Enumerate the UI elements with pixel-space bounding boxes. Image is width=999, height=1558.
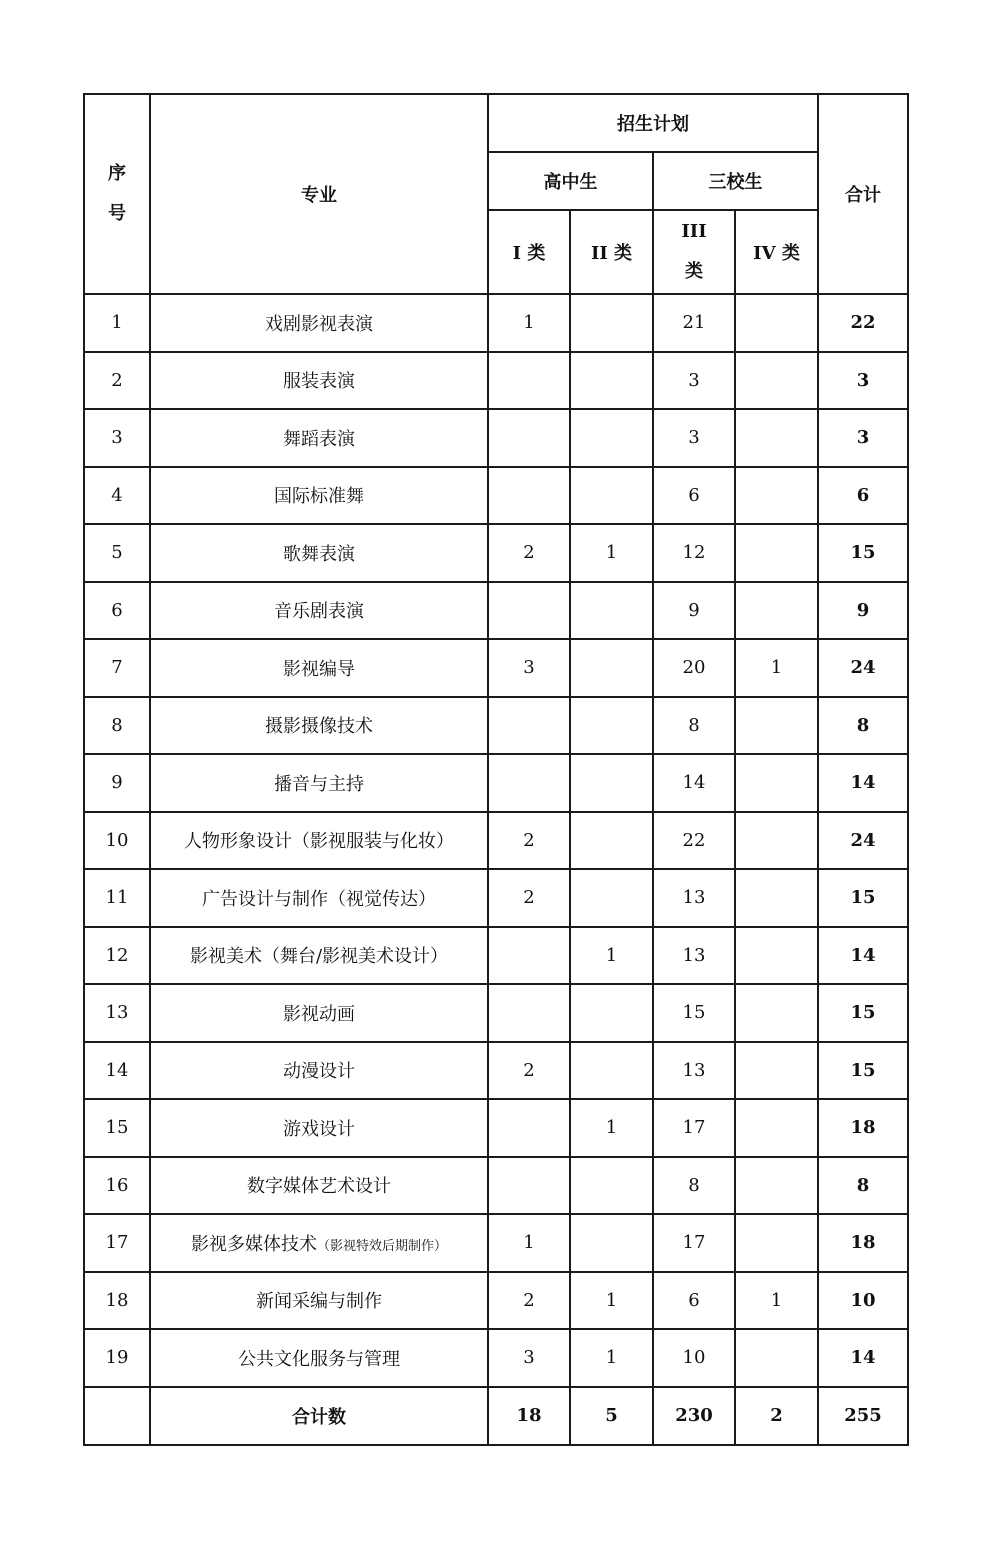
row-cat3: 22 [653, 812, 735, 870]
row-cat3: 3 [653, 352, 735, 410]
row-cat2 [570, 984, 653, 1042]
row-cat4 [735, 984, 818, 1042]
row-cat2 [570, 409, 653, 467]
table-row [84, 524, 908, 582]
row-cat3: 6 [653, 1272, 735, 1330]
row-cat3: 13 [653, 869, 735, 927]
row-major-name: 影视多媒体技术 [190, 1233, 317, 1255]
row-total: 9 [818, 582, 908, 640]
row-cat1: 2 [488, 812, 570, 870]
row-cat2 [570, 582, 653, 640]
row-total: 3 [818, 352, 908, 410]
row-major [150, 352, 488, 410]
header-high-school: 高中生 [488, 152, 653, 210]
table-row [84, 927, 908, 985]
row-major-name: 国际标准舞 [274, 486, 364, 508]
row-total: 6 [818, 467, 908, 525]
row-major [150, 1099, 488, 1157]
row-number: 14 [84, 1042, 150, 1100]
row-cat4 [735, 409, 818, 467]
header-plan: 招生计划 [488, 94, 818, 152]
row-cat3: 17 [653, 1099, 735, 1157]
row-cat2 [570, 812, 653, 870]
header-seq [84, 94, 150, 294]
row-cat1: 2 [488, 869, 570, 927]
row-cat2: 1 [570, 1272, 653, 1330]
row-cat1 [488, 984, 570, 1042]
row-number: 18 [84, 1272, 150, 1330]
row-cat1 [488, 697, 570, 755]
row-cat2 [570, 294, 653, 352]
header-cat3 [653, 210, 735, 294]
row-cat1: 3 [488, 1329, 570, 1387]
row-major [150, 984, 488, 1042]
row-cat4 [735, 1042, 818, 1100]
row-cat4 [735, 812, 818, 870]
row-cat1 [488, 1157, 570, 1215]
row-number: 16 [84, 1157, 150, 1215]
row-cat4 [735, 1329, 818, 1387]
row-total: 14 [818, 927, 908, 985]
table-row [84, 1157, 908, 1215]
row-major [150, 1214, 488, 1272]
row-major-name: 服装表演 [283, 371, 355, 393]
row-cat3: 15 [653, 984, 735, 1042]
row-number: 19 [84, 1329, 150, 1387]
table-row [84, 984, 908, 1042]
row-major-name: 歌舞表演 [283, 543, 355, 565]
row-total: 10 [818, 1272, 908, 1330]
row-total: 15 [818, 984, 908, 1042]
row-major [150, 754, 488, 812]
header-major: 专业 [150, 94, 488, 294]
table-row [84, 1329, 908, 1387]
row-number: 13 [84, 984, 150, 1042]
header-three-school: 三校生 [653, 152, 818, 210]
row-cat2 [570, 639, 653, 697]
row-cat3: 14 [653, 754, 735, 812]
row-cat1: 1 [488, 1214, 570, 1272]
row-major-note: （影视特效后期制作） [316, 1238, 447, 1254]
row-number: 6 [84, 582, 150, 640]
row-total: 15 [818, 869, 908, 927]
row-major [150, 812, 488, 870]
table-row [84, 582, 908, 640]
row-cat2: 1 [570, 1329, 653, 1387]
row-cat4 [735, 1099, 818, 1157]
row-major-name: 戏剧影视表演 [265, 313, 373, 335]
row-cat4 [735, 352, 818, 410]
table-row [84, 409, 908, 467]
row-cat2 [570, 467, 653, 525]
row-total: 18 [818, 1214, 908, 1272]
row-major [150, 869, 488, 927]
row-major [150, 697, 488, 755]
table-row [84, 1099, 908, 1157]
row-total: 22 [818, 294, 908, 352]
summary-cat2: 5 [570, 1387, 653, 1445]
row-cat1 [488, 352, 570, 410]
row-number: 3 [84, 409, 150, 467]
row-total: 24 [818, 812, 908, 870]
row-number: 12 [84, 927, 150, 985]
row-cat3: 8 [653, 1157, 735, 1215]
summary-cat3: 230 [653, 1387, 735, 1445]
row-major-name: 舞蹈表演 [283, 428, 355, 450]
row-total: 3 [818, 409, 908, 467]
header-seq-label: 序 号 [108, 163, 126, 224]
row-cat2: 1 [570, 524, 653, 582]
header-cat1: I 类 [488, 210, 570, 294]
row-number: 17 [84, 1214, 150, 1272]
table-row [84, 1042, 908, 1100]
row-total: 24 [818, 639, 908, 697]
row-cat3: 10 [653, 1329, 735, 1387]
row-total: 8 [818, 1157, 908, 1215]
row-cat1 [488, 582, 570, 640]
row-cat2: 1 [570, 927, 653, 985]
row-cat1: 2 [488, 1272, 570, 1330]
row-cat3: 20 [653, 639, 735, 697]
table-row [84, 352, 908, 410]
row-cat2 [570, 754, 653, 812]
row-number: 1 [84, 294, 150, 352]
row-cat3: 21 [653, 294, 735, 352]
row-number: 11 [84, 869, 150, 927]
table-body [84, 94, 908, 1445]
row-number: 10 [84, 812, 150, 870]
row-major-name: 数字媒体艺术设计 [247, 1176, 391, 1198]
row-cat2 [570, 1157, 653, 1215]
row-major [150, 927, 488, 985]
header-cat4: IV 类 [735, 210, 818, 294]
row-cat1 [488, 1099, 570, 1157]
row-major-name: 公共文化服务与管理 [238, 1348, 400, 1370]
row-cat4 [735, 1157, 818, 1215]
summary-number [84, 1387, 150, 1445]
row-cat3: 8 [653, 697, 735, 755]
table-row [84, 697, 908, 755]
row-cat4 [735, 467, 818, 525]
row-cat4: 1 [735, 1272, 818, 1330]
row-major-name: 影视美术（舞台/影视美术设计） [189, 946, 449, 968]
row-cat2 [570, 869, 653, 927]
row-major-name: 影视编导 [283, 658, 355, 680]
row-number: 5 [84, 524, 150, 582]
table-row [84, 294, 908, 352]
row-cat2 [570, 1214, 653, 1272]
row-major [150, 1157, 488, 1215]
table-row [84, 639, 908, 697]
row-cat1 [488, 467, 570, 525]
row-total: 15 [818, 524, 908, 582]
header-cat2: II 类 [570, 210, 653, 294]
row-major [150, 467, 488, 525]
row-major-name: 新闻采编与制作 [256, 1291, 382, 1313]
table-row [84, 812, 908, 870]
header-cat3-label: III 类 [681, 221, 707, 282]
row-cat3: 17 [653, 1214, 735, 1272]
table-row [84, 869, 908, 927]
row-cat1 [488, 927, 570, 985]
row-cat1: 2 [488, 524, 570, 582]
row-cat3: 3 [653, 409, 735, 467]
row-major [150, 1329, 488, 1387]
row-major [150, 1042, 488, 1100]
row-cat2 [570, 352, 653, 410]
row-major-name: 影视动画 [283, 1003, 355, 1025]
table-row [84, 467, 908, 525]
row-major [150, 409, 488, 467]
enrollment-plan-table [83, 93, 909, 1446]
row-number: 7 [84, 639, 150, 697]
row-major-name: 动漫设计 [283, 1061, 355, 1083]
row-number: 15 [84, 1099, 150, 1157]
row-cat4 [735, 582, 818, 640]
row-cat2: 1 [570, 1099, 653, 1157]
row-number: 2 [84, 352, 150, 410]
row-cat1: 2 [488, 1042, 570, 1100]
header-total: 合计 [818, 94, 908, 294]
row-cat3: 9 [653, 582, 735, 640]
row-cat3: 13 [653, 927, 735, 985]
row-cat4 [735, 1214, 818, 1272]
row-cat1 [488, 409, 570, 467]
row-major [150, 1272, 488, 1330]
row-cat3: 12 [653, 524, 735, 582]
row-total: 8 [818, 697, 908, 755]
row-cat2 [570, 697, 653, 755]
table-row [84, 1214, 908, 1272]
row-major [150, 582, 488, 640]
summary-total: 255 [818, 1387, 908, 1445]
row-cat1 [488, 754, 570, 812]
row-cat4 [735, 754, 818, 812]
row-number: 8 [84, 697, 150, 755]
row-cat4 [735, 927, 818, 985]
row-total: 14 [818, 754, 908, 812]
row-major-name: 游戏设计 [283, 1118, 355, 1140]
row-cat1: 1 [488, 294, 570, 352]
row-major-name: 播音与主持 [274, 773, 364, 795]
row-cat4: 1 [735, 639, 818, 697]
summary-cat1: 18 [488, 1387, 570, 1445]
row-cat4 [735, 524, 818, 582]
table-row [84, 754, 908, 812]
row-number: 4 [84, 467, 150, 525]
row-major [150, 524, 488, 582]
row-total: 18 [818, 1099, 908, 1157]
summary-label: 合计数 [150, 1387, 488, 1445]
header-row-1 [84, 94, 908, 152]
row-major [150, 639, 488, 697]
summary-cat4: 2 [735, 1387, 818, 1445]
row-number: 9 [84, 754, 150, 812]
row-cat2 [570, 1042, 653, 1100]
row-major-name: 摄影摄像技术 [265, 716, 373, 738]
row-major-name: 广告设计与制作（视觉传达） [202, 888, 436, 910]
row-major-name: 音乐剧表演 [274, 601, 364, 623]
row-cat3: 6 [653, 467, 735, 525]
row-major-name: 人物形象设计（影视服装与化妆） [184, 831, 454, 853]
table-row [84, 1272, 908, 1330]
row-total: 14 [818, 1329, 908, 1387]
row-cat4 [735, 869, 818, 927]
row-cat4 [735, 697, 818, 755]
row-cat4 [735, 294, 818, 352]
row-major [150, 294, 488, 352]
row-total: 15 [818, 1042, 908, 1100]
summary-row [84, 1387, 908, 1445]
row-cat1: 3 [488, 639, 570, 697]
row-cat3: 13 [653, 1042, 735, 1100]
